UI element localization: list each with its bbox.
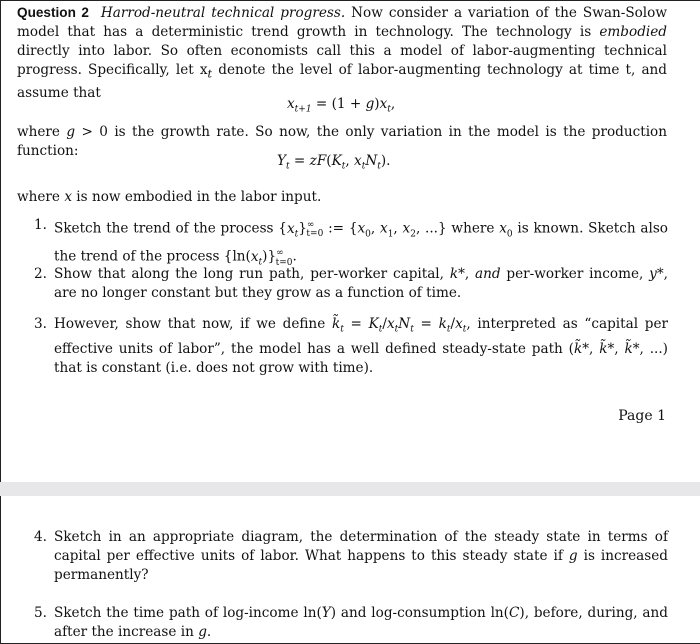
item-number: 5. (34, 605, 47, 621)
item-text: However, show that now, if we define $k̃_t = K_t/x_tN_t = k_t/x_t$, interpreted as “capital per effective units of labor”, the model has a well defined steady-state path (k̃*, k̃*, k̃*, ...) that is constant (i.e. does not grow with time). (54, 316, 668, 376)
list-item-4 (34, 528, 668, 585)
equation-production: $Y_t = zF(K_t$, $x_tN_t$). (277, 153, 391, 172)
list-item-5 (34, 604, 668, 642)
item-number: 3. (34, 316, 47, 332)
where-x-text: where x is now embodied in the labor input. (17, 189, 322, 205)
question-title: Harrod-neutral technical progress. (100, 5, 346, 21)
item-number: 1. (34, 217, 47, 233)
page-2 (0, 496, 700, 644)
item-number: 2. (34, 266, 47, 282)
page-number: Page 1 (618, 408, 666, 424)
where-g-text: where g > 0 is the growth rate. So now, the only variation in the model is the production function: (17, 124, 667, 159)
question-label: Question 2 (17, 5, 89, 20)
item-text: Sketch the time path of log-income ln(Y) and log-consumption ln(C), before, during, and after the increase in g. (54, 605, 668, 640)
list-item-3 (34, 315, 668, 378)
list-item-2 (34, 265, 668, 303)
item-text: Sketch the trend of the process $\{x_t\}^\infty_{t=0}$ := {$x_0$, $x_1$, $x_2$, ...} where $x_0$ is known. Sketch also the trend of the process $\{\ln(x_t)\}^\infty_{t=0}$. (54, 220, 668, 268)
embodied-word: embodied (599, 24, 667, 40)
intro-text-2: directly into labor. So often economists call this a model of labor-augmenting technical progress. Specifically, let x (17, 43, 667, 78)
item-text: Show that along the long run path, per-worker capital, k*, and per-worker income, y*, are no longer constant but they grow as a function of time. (54, 266, 668, 301)
item-text: Sketch in an appropriate diagram, the determination of the steady state in terms of capital per effective units of labor. What happens to this steady state if g is increased permanently? (54, 529, 668, 583)
intro-text-3: denote the level of labor-augmenting technology at time t, and assume that (17, 62, 668, 101)
item-number: 4. (34, 529, 47, 545)
page-gap (0, 482, 700, 496)
equation-technology-growth: $x_{t+1} = (1 + g)x_t$, (287, 96, 396, 115)
intro-text-1: Now consider a variation of the Swan-Solow model that has a deterministic trend growth in technology. The technology is (17, 5, 667, 40)
question-intro: Question 2 Harrod-neutral technical progress. Now consider a variation of the Swan-Solow model that has a deterministic trend growth in technology. The technology is embodied directly into labor. So often economists call this a model of labor-augmenting technical progress. Specifically, let $x_t$ denote the level of labor-augmenting technology at time t, and assume that (17, 5, 668, 101)
